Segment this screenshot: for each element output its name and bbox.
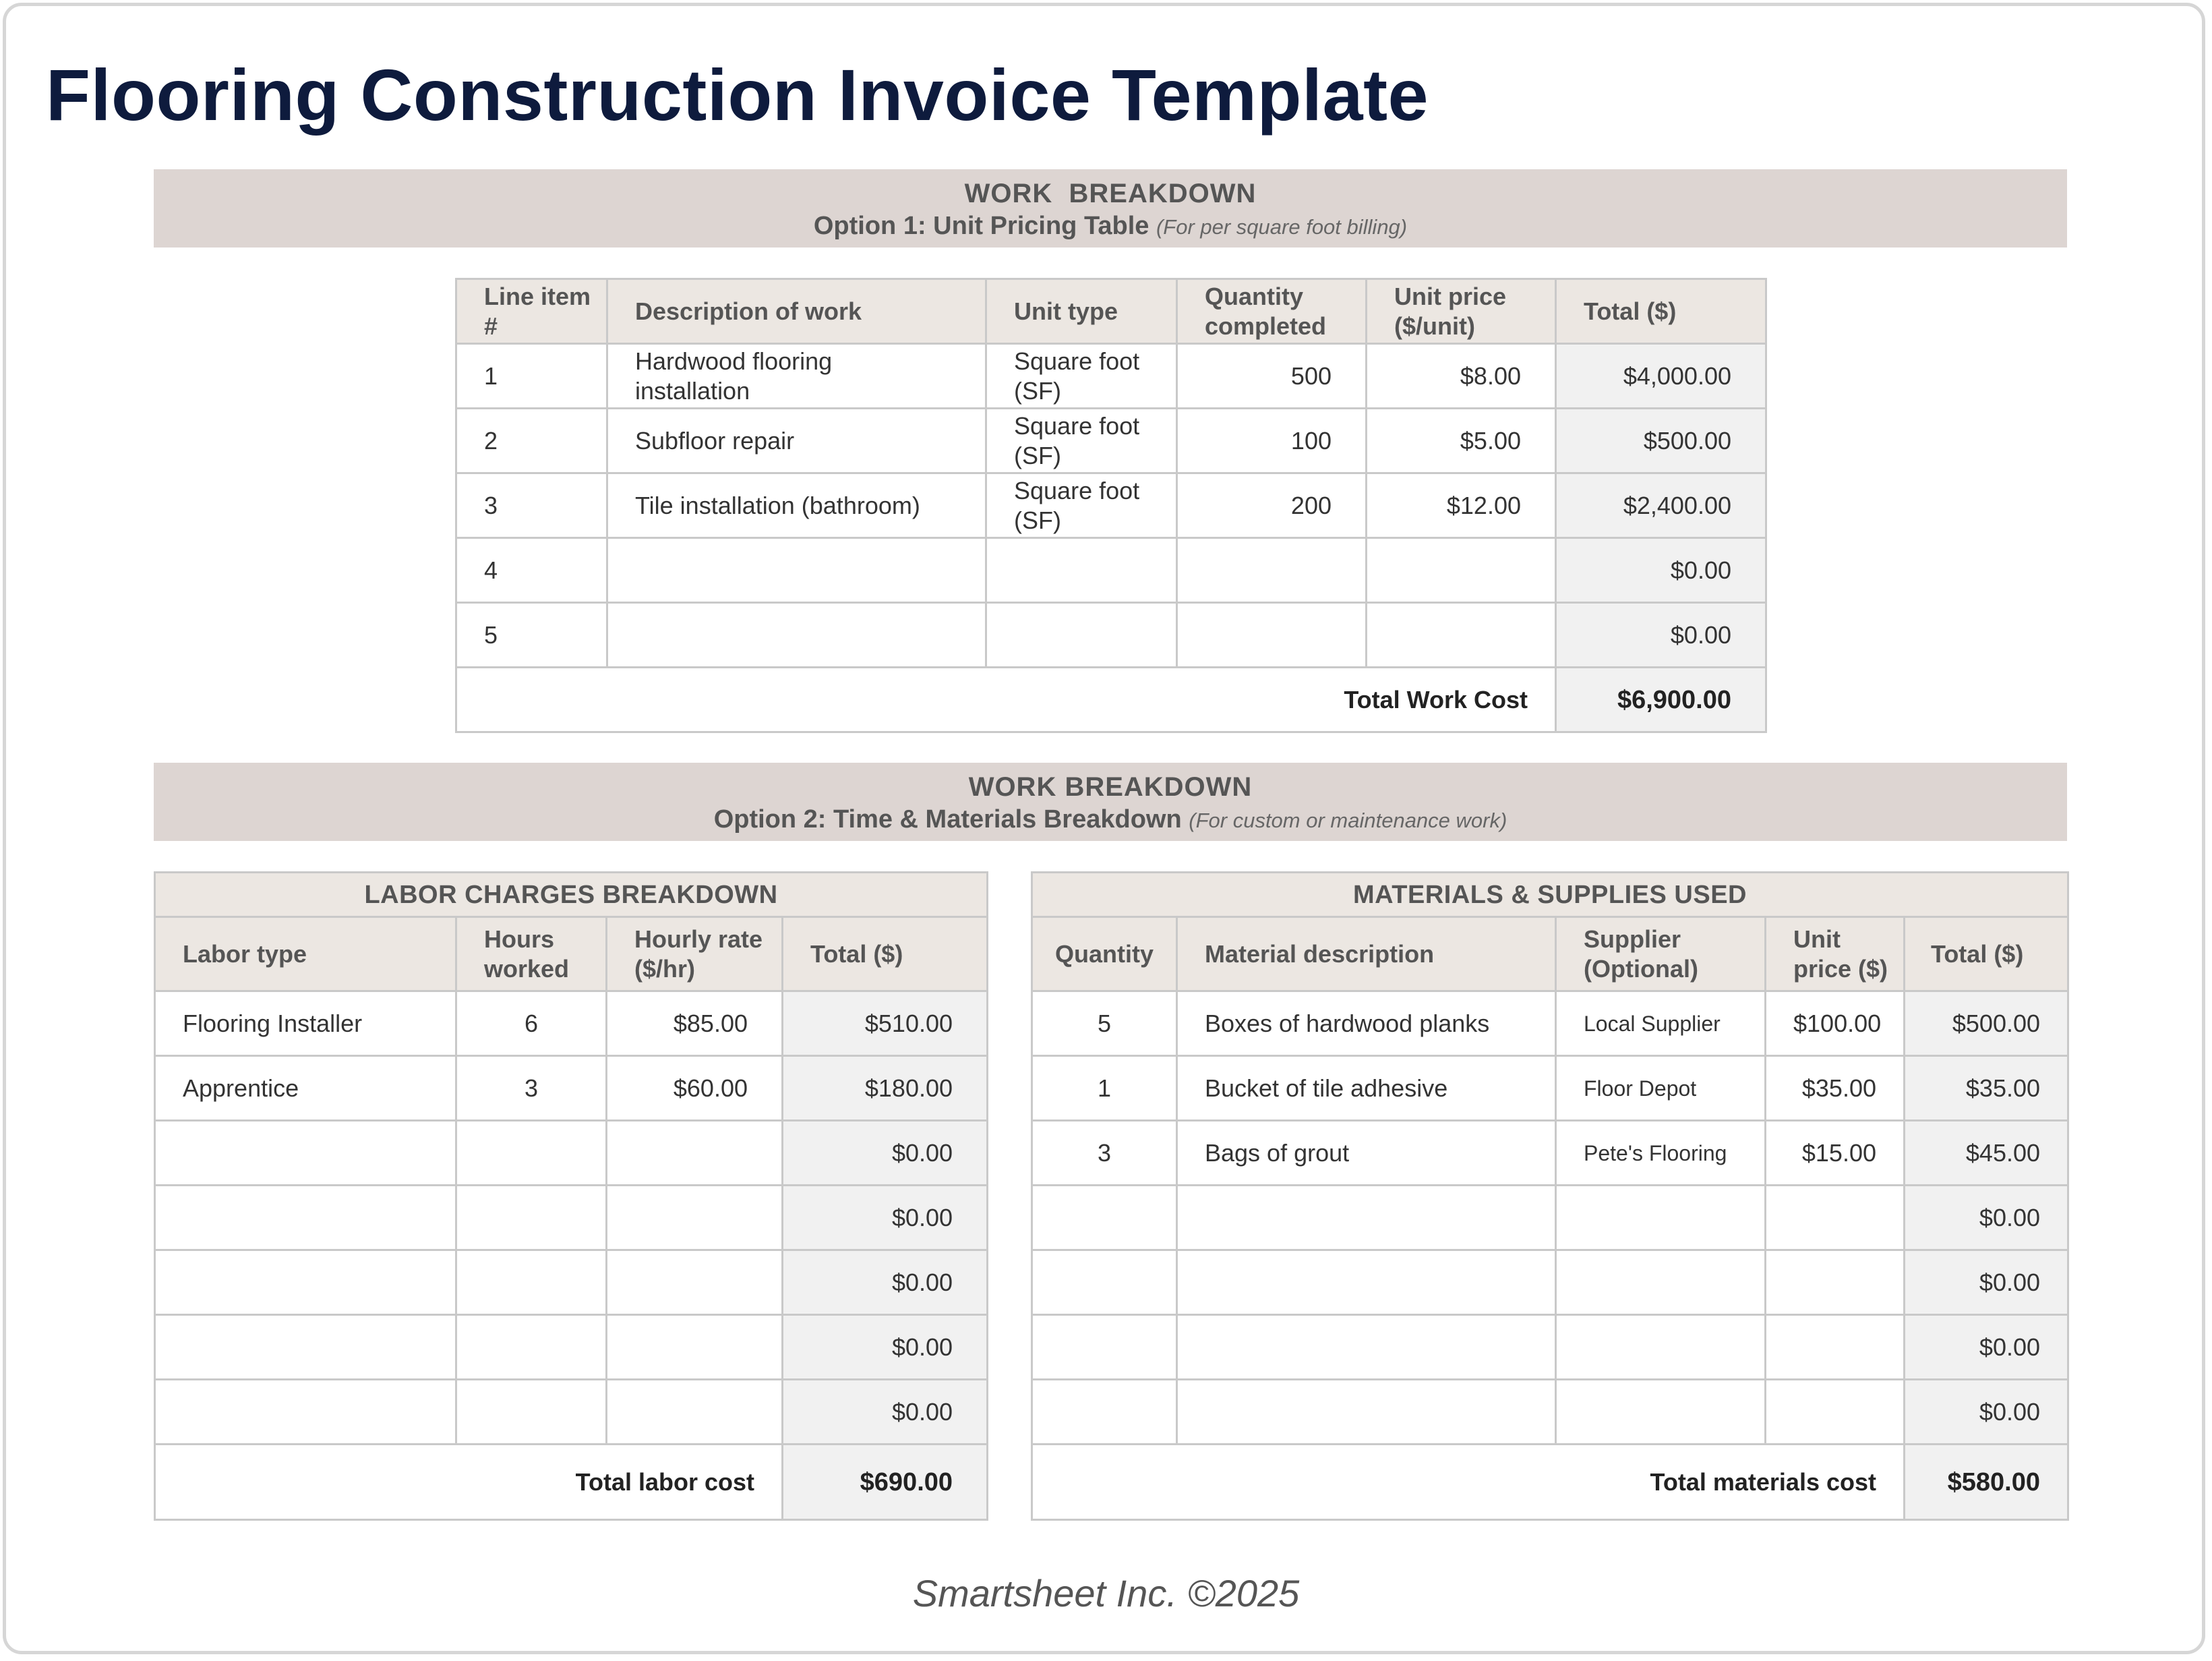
unit-type-cell[interactable] [986, 538, 1177, 603]
material-description-cell[interactable] [1177, 1250, 1556, 1315]
supplier-cell[interactable]: Floor Depot [1556, 1056, 1766, 1121]
labor-total-cell: $0.00 [783, 1380, 988, 1445]
table-row [155, 991, 988, 1056]
unit-price-cell[interactable] [1367, 603, 1556, 668]
unit-pricing-table [455, 278, 1767, 733]
band-1-heading: WORK BREAKDOWN [964, 179, 1257, 208]
labor-total-cell: $0.00 [783, 1250, 988, 1315]
total-labor-cost-value: $690.00 [783, 1445, 988, 1520]
total-work-cost-label: Total Work Cost [456, 668, 1556, 732]
band-1-note: (For per square foot billing) [1156, 215, 1408, 239]
material-quantity-cell[interactable]: 1 [1032, 1056, 1177, 1121]
material-unit-price-cell[interactable]: $100.00 [1766, 991, 1905, 1056]
table-row [155, 1121, 988, 1186]
page-title: Flooring Construction Invoice Template [46, 54, 1429, 136]
unit-table-header-row [456, 279, 1766, 344]
material-quantity-cell[interactable]: 5 [1032, 991, 1177, 1056]
table-row [155, 1315, 988, 1380]
material-unit-price-cell[interactable] [1766, 1186, 1905, 1250]
labor-charges-table [154, 871, 988, 1521]
hours-cell[interactable]: 3 [456, 1056, 607, 1121]
supplier-cell[interactable] [1556, 1315, 1766, 1380]
band-2-subtitle-line [154, 803, 2067, 837]
labor-type-cell[interactable] [155, 1250, 456, 1315]
table-row [456, 473, 1766, 538]
table-row [1032, 1056, 2068, 1121]
hours-cell[interactable]: 6 [456, 991, 607, 1056]
header-labor-type: Labor type [155, 917, 456, 991]
line-item-cell[interactable]: 2 [456, 409, 607, 473]
quantity-cell[interactable]: 200 [1177, 473, 1367, 538]
material-quantity-cell[interactable] [1032, 1250, 1177, 1315]
line-item-cell[interactable]: 3 [456, 473, 607, 538]
labor-total-cell: $0.00 [783, 1121, 988, 1186]
material-total-cell: $0.00 [1905, 1186, 2068, 1250]
description-cell[interactable] [607, 603, 986, 668]
description-cell[interactable]: Subfloor repair [607, 409, 986, 473]
band-1-subtitle: Option 1: Unit Pricing Table [813, 212, 1149, 240]
material-description-cell[interactable]: Bucket of tile adhesive [1177, 1056, 1556, 1121]
labor-type-cell[interactable] [155, 1315, 456, 1380]
material-unit-price-cell[interactable]: $35.00 [1766, 1056, 1905, 1121]
table-row [155, 1186, 988, 1250]
header-supplier: Supplier (Optional) [1556, 917, 1766, 991]
labor-type-cell[interactable] [155, 1121, 456, 1186]
rate-cell[interactable] [607, 1380, 783, 1445]
unit-price-cell[interactable]: $12.00 [1367, 473, 1556, 538]
materials-header-row [1032, 917, 2068, 991]
labor-type-cell[interactable] [155, 1380, 456, 1445]
supplier-cell[interactable] [1556, 1250, 1766, 1315]
header-material-description: Material description [1177, 917, 1556, 991]
unit-type-cell[interactable] [986, 603, 1177, 668]
work-breakdown-band-1 [154, 169, 2067, 247]
header-material-quantity: Quantity [1032, 917, 1177, 991]
material-quantity-cell[interactable] [1032, 1380, 1177, 1445]
rate-cell[interactable]: $85.00 [607, 991, 783, 1056]
table-row [456, 344, 1766, 409]
hours-cell[interactable] [456, 1315, 607, 1380]
material-total-cell: $500.00 [1905, 991, 2068, 1056]
total-materials-cost-label: Total materials cost [1032, 1445, 1905, 1520]
header-quantity: Quantity completed [1177, 279, 1367, 344]
rate-cell[interactable] [607, 1186, 783, 1250]
labor-total-cell: $0.00 [783, 1315, 988, 1380]
quantity-cell[interactable] [1177, 538, 1367, 603]
line-item-cell[interactable]: 1 [456, 344, 607, 409]
rate-cell[interactable] [607, 1250, 783, 1315]
material-unit-price-cell[interactable]: $15.00 [1766, 1121, 1905, 1186]
labor-type-cell[interactable]: Flooring Installer [155, 991, 456, 1056]
description-cell[interactable]: Tile installation (bathroom) [607, 473, 986, 538]
material-description-cell[interactable] [1177, 1315, 1556, 1380]
unit-type-cell[interactable]: Square foot (SF) [986, 344, 1177, 409]
total-labor-cost-label: Total labor cost [155, 1445, 783, 1520]
header-description: Description of work [607, 279, 986, 344]
material-total-cell: $0.00 [1905, 1380, 2068, 1445]
table-row [456, 538, 1766, 603]
supplier-cell[interactable] [1556, 1380, 1766, 1445]
copyright-footer: Smartsheet Inc. ©2025 [912, 1572, 1300, 1614]
hours-cell[interactable] [456, 1380, 607, 1445]
table-row [155, 1380, 988, 1445]
table-row [1032, 1380, 2068, 1445]
unit-price-cell[interactable] [1367, 538, 1556, 603]
band-2-heading: WORK BREAKDOWN [968, 772, 1253, 802]
table-row [155, 1056, 988, 1121]
labor-total-cell: $0.00 [783, 1186, 988, 1250]
material-total-cell: $35.00 [1905, 1056, 2068, 1121]
header-unit-price: Unit price ($/unit) [1367, 279, 1556, 344]
materials-caption-row [1032, 873, 2068, 917]
hours-cell[interactable] [456, 1250, 607, 1315]
line-item-cell[interactable]: 4 [456, 538, 607, 603]
unit-type-cell[interactable]: Square foot (SF) [986, 409, 1177, 473]
band-1-subtitle-line [154, 210, 2067, 243]
material-description-cell[interactable] [1177, 1186, 1556, 1250]
table-row [1032, 1121, 2068, 1186]
total-cell: $0.00 [1556, 538, 1766, 603]
description-cell[interactable]: Hardwood flooring installation [607, 344, 986, 409]
supplier-cell[interactable] [1556, 1186, 1766, 1250]
material-description-cell[interactable] [1177, 1380, 1556, 1445]
material-quantity-cell[interactable]: 3 [1032, 1121, 1177, 1186]
total-work-cost-value: $6,900.00 [1556, 668, 1766, 732]
quantity-cell[interactable]: 100 [1177, 409, 1367, 473]
unit-price-cell[interactable]: $5.00 [1367, 409, 1556, 473]
supplier-cell[interactable]: Local Supplier [1556, 991, 1766, 1056]
header-material-total: Total ($) [1905, 917, 2068, 991]
band-2-subtitle: Option 2: Time & Materials Breakdown [713, 805, 1182, 834]
materials-table [1031, 871, 2069, 1521]
total-cell: $0.00 [1556, 603, 1766, 668]
table-row [456, 409, 1766, 473]
material-unit-price-cell[interactable] [1766, 1315, 1905, 1380]
materials-table-caption: MATERIALS & SUPPLIES USED [1032, 873, 2068, 917]
material-quantity-cell[interactable] [1032, 1186, 1177, 1250]
labor-total-cell: $510.00 [783, 991, 988, 1056]
header-hourly-rate: Hourly rate ($/hr) [607, 917, 783, 991]
unit-type-cell[interactable]: Square foot (SF) [986, 473, 1177, 538]
labor-caption-row [155, 873, 988, 917]
header-labor-total: Total ($) [783, 917, 988, 991]
rate-cell[interactable]: $60.00 [607, 1056, 783, 1121]
rate-cell[interactable] [607, 1315, 783, 1380]
labor-total-cell: $180.00 [783, 1056, 988, 1121]
table-row [155, 1250, 988, 1315]
table-row [1032, 1186, 2068, 1250]
table-row [1032, 1315, 2068, 1380]
total-materials-cost-value: $580.00 [1905, 1445, 2068, 1520]
quantity-cell[interactable] [1177, 603, 1367, 668]
header-material-unit-price: Unit price ($) [1766, 917, 1905, 991]
supplier-cell[interactable]: Pete's Flooring [1556, 1121, 1766, 1186]
band-2-note: (For custom or maintenance work) [1189, 809, 1507, 832]
material-description-cell[interactable]: Bags of grout [1177, 1121, 1556, 1186]
labor-table-caption: LABOR CHARGES BREAKDOWN [155, 873, 988, 917]
material-total-cell: $0.00 [1905, 1315, 2068, 1380]
line-item-cell[interactable]: 5 [456, 603, 607, 668]
header-unit-type: Unit type [986, 279, 1177, 344]
total-cell: $4,000.00 [1556, 344, 1766, 409]
material-total-cell: $0.00 [1905, 1250, 2068, 1315]
rate-cell[interactable] [607, 1121, 783, 1186]
unit-table-total-row [456, 668, 1766, 732]
material-description-cell[interactable]: Boxes of hardwood planks [1177, 991, 1556, 1056]
header-hours-worked: Hours worked [456, 917, 607, 991]
total-cell: $2,400.00 [1556, 473, 1766, 538]
material-quantity-cell[interactable] [1032, 1315, 1177, 1380]
hours-cell[interactable] [456, 1121, 607, 1186]
quantity-cell[interactable]: 500 [1177, 344, 1367, 409]
work-breakdown-band-2 [154, 763, 2067, 841]
header-line-item: Line item # [456, 279, 607, 344]
material-total-cell: $45.00 [1905, 1121, 2068, 1186]
total-cell: $500.00 [1556, 409, 1766, 473]
material-unit-price-cell[interactable] [1766, 1250, 1905, 1315]
table-row [456, 603, 1766, 668]
labor-type-cell[interactable]: Apprentice [155, 1056, 456, 1121]
table-row [1032, 991, 2068, 1056]
unit-price-cell[interactable]: $8.00 [1367, 344, 1556, 409]
hours-cell[interactable] [456, 1186, 607, 1250]
materials-total-row [1032, 1445, 2068, 1520]
labor-total-row [155, 1445, 988, 1520]
material-unit-price-cell[interactable] [1766, 1380, 1905, 1445]
labor-type-cell[interactable] [155, 1186, 456, 1250]
header-total: Total ($) [1556, 279, 1766, 344]
table-row [1032, 1250, 2068, 1315]
labor-header-row [155, 917, 988, 991]
description-cell[interactable] [607, 538, 986, 603]
